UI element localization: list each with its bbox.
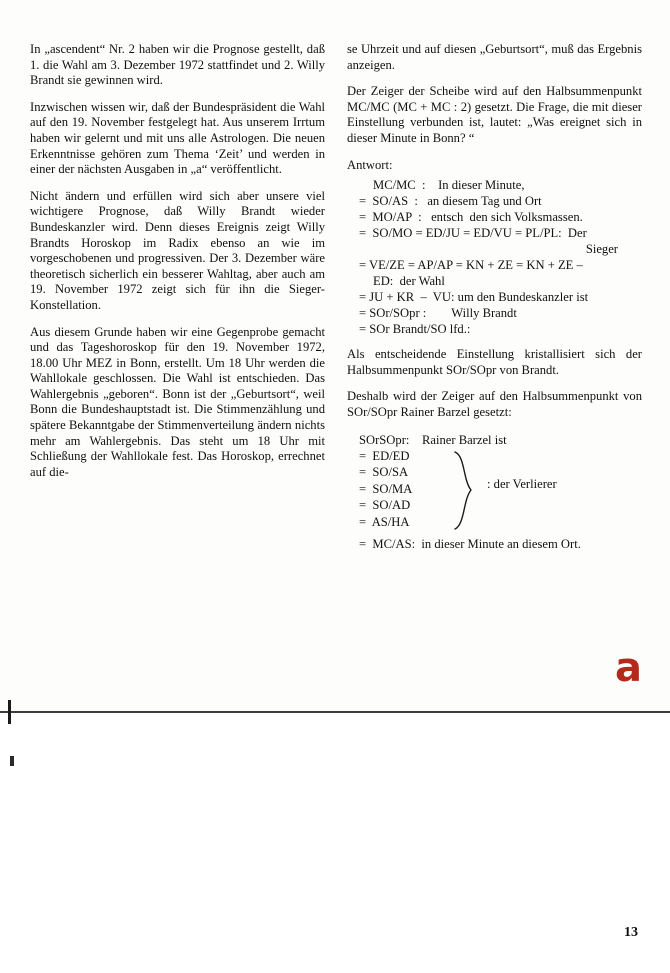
two-column-text-body bbox=[30, 42, 642, 554]
paragraph: In „ascendent“ Nr. 2 haben wir die Prognose gestellt, daß 1. die Wahl am 3. Dezember 1972 stattfindet und 2. Willy Brandt sie gewinnen wird. bbox=[30, 42, 325, 88]
braced-list bbox=[359, 448, 642, 530]
formula-line: = SO/AS : an diesem Tag und Ort bbox=[359, 194, 542, 209]
formula-line: = SOr/SOpr : Willy Brandt bbox=[359, 306, 517, 321]
formula-line: = MO/AP : entsch den sich Volksmassen. bbox=[359, 210, 583, 225]
paragraph: Aus diesem Grunde haben wir eine Gegenprobe gemacht und das Tageshoroskop für den 19. November 1972, 18.00 Uhr MEZ in Bonn, erstellt. Um 18 Uhr werden die Wahllokale geschlossen. Die Wahl ist entschieden. Das Wahlergebnis „geboren“. Bonn ist der „Geburtsort“, weil Bonn die Bundeshauptstadt ist. Die Stimmenzählung und spätere Bekanntgabe der Stimmenverteilung ändern nichts mehr am Wahlergebnis. Das steht um 18 Uhr mit Schließung der Wahllokale fest. Das Horoskop, errechnet auf die- bbox=[30, 324, 325, 479]
brace-label: : der Verlierer bbox=[487, 476, 557, 491]
formula-line: MC/MC : In dieser Minute, bbox=[373, 178, 525, 193]
magazine-logo-a: a bbox=[615, 645, 642, 691]
list-item: = SO/MA bbox=[359, 481, 413, 496]
formula-line: ED: der Wahl bbox=[373, 274, 445, 289]
page-number: 13 bbox=[624, 925, 638, 940]
right-column bbox=[347, 42, 642, 554]
formula-line: = SO/MO = ED/JU = ED/VU = PL/PL: Der bbox=[359, 226, 587, 241]
blank-lower-page-area bbox=[0, 713, 670, 973]
paragraph: se Uhrzeit und auf diesen „Geburtsort“, muß das Ergebnis anzeigen. bbox=[347, 42, 642, 72]
final-line: = MC/AS: in dieser Minute an diesem Ort. bbox=[359, 536, 581, 551]
paragraph: Nicht ändern und erfüllen wird sich aber unsere viel wichtigere Prognose, daß Willy Brandt wieder Bundeskanzler wird. Denn dieses Ereignis zeigt Willy Brandts Horoskop im Radix ebenso an wie im vorgeschobenen und progressiven. Der 3. Dezember wäre theoretisch sicherlich ein besserer Wahltag, aber auch am 19. November 1972 zeigt sich für ihn die Sieger-Konstellation. bbox=[30, 188, 325, 312]
paragraph: Der Zeiger der Scheibe wird auf den Halbsummenpunkt MC/MC (MC + MC : 2) gesetzt. Die Frage, die mit dieser Einstellung verbunden ist, lautet: „Was ereignet sich in dieser Minute in Bonn? “ bbox=[347, 84, 642, 145]
list-header: SOrSOpr: Rainer Barzel ist bbox=[359, 432, 507, 447]
paragraph: Deshalb wird der Zeiger auf den Halbsummenpunkt von SOr/SOpr Rainer Barzel gesetzt: bbox=[347, 389, 642, 419]
formula-line: = JU + KR – VU: um den Bundeskanzler ist bbox=[359, 290, 589, 305]
paragraph: Als entscheidende Einstellung kristallisiert sich der Halbsummenpunkt SOr/SOpr von Brandt. bbox=[347, 347, 642, 377]
list-item: = AS/HA bbox=[359, 514, 410, 529]
list-item: = SO/SA bbox=[359, 465, 409, 480]
paragraph: Inzwischen wissen wir, daß der Bundespräsident die Wahl auf den 19. November festgelegt hat. Aus unserem Irrtum haben wir gelernt und mit uns alle Astrologen. Die neuen Erkenntnisse gehören zum Thema ‘Zeit’ und werden in einer der nächsten Ausgaben in „a“ veröffentlicht. bbox=[30, 99, 325, 177]
result-list bbox=[347, 432, 642, 553]
formula-list bbox=[347, 177, 642, 337]
formula-line: Sieger bbox=[585, 242, 618, 257]
page-fold-line bbox=[0, 711, 670, 713]
list-item: = ED/ED bbox=[359, 448, 410, 463]
list-item: = SO/AD bbox=[359, 498, 411, 513]
answer-label: Antwort: bbox=[347, 157, 393, 172]
left-column bbox=[30, 42, 325, 554]
fold-tick-mark bbox=[8, 700, 11, 724]
formula-line: = SOr Brandt/SO lfd.: bbox=[359, 322, 471, 337]
fold-dash-mark bbox=[10, 756, 14, 766]
formula-line: = VE/ZE = AP/AP = KN + ZE = KN + ZE – bbox=[359, 258, 583, 273]
